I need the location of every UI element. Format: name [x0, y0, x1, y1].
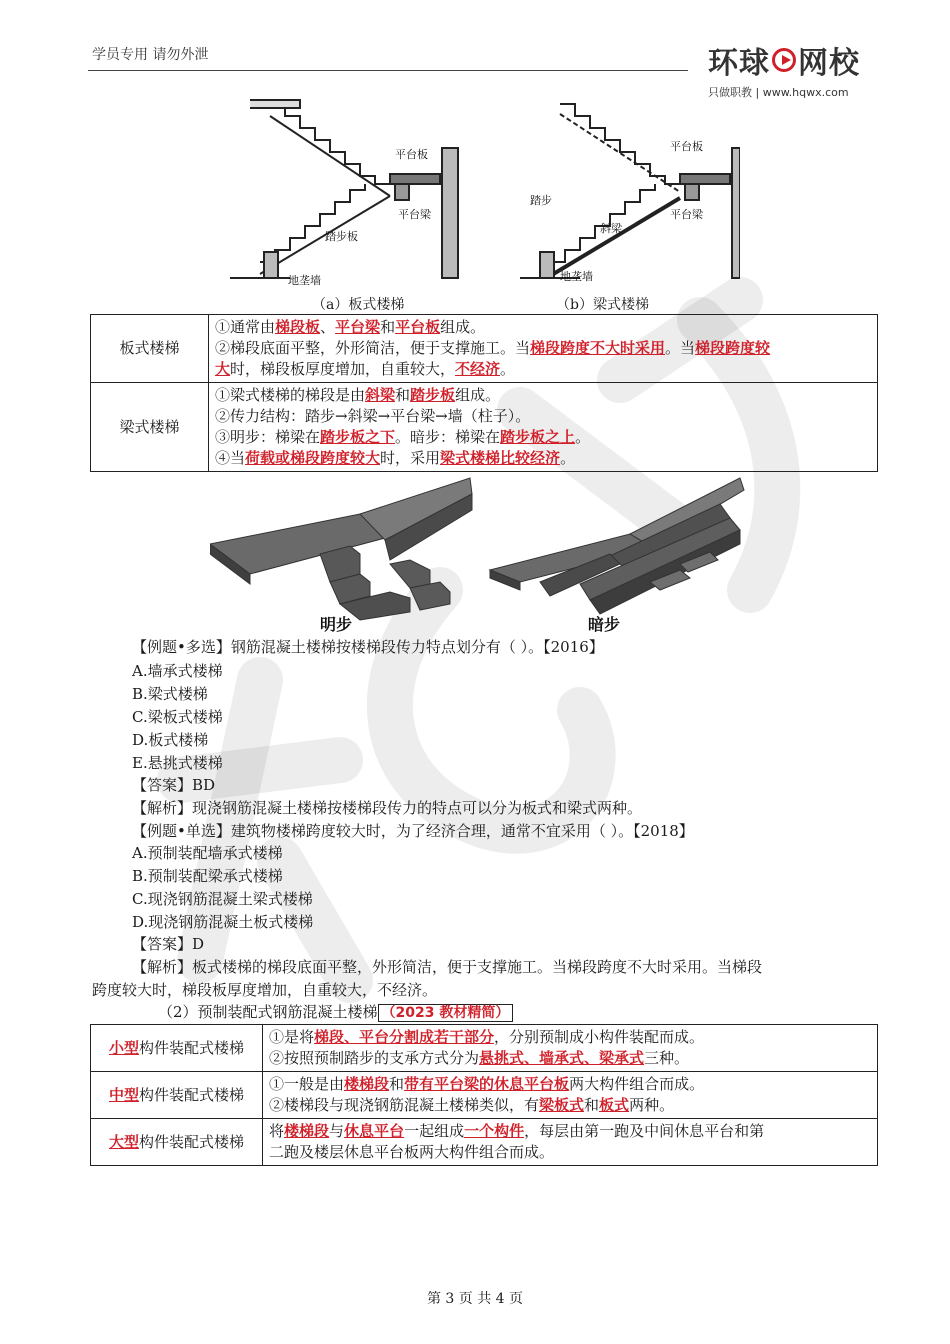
q2-option: B.预制装配梁承式楼梯 — [132, 867, 283, 885]
q1-analysis: 【解析】现浇钢筋混凝土楼梯按楼梯段传力的特点可以分为板式和梁式两种。 — [132, 799, 643, 817]
q1-stem: 【例题•多选】钢筋混凝土楼梯按楼梯段传力特点划分有（ ）。【2016】 — [132, 638, 604, 656]
row-content — [263, 1119, 878, 1166]
row-content — [263, 1025, 878, 1072]
edition-tag: （2023 教材精简） — [378, 1004, 514, 1022]
q2-option: C.现浇钢筋混凝土梁式楼梯 — [132, 890, 313, 908]
beam-platform-slab — [680, 174, 730, 184]
highlight-text: 平台梁 — [335, 318, 381, 336]
section-title-text: （2）预制装配式钢筋混凝土楼梯 — [158, 1003, 378, 1021]
plain-text: 和 — [584, 1096, 600, 1114]
plain-text: 组成。 — [455, 386, 501, 404]
highlight-text: 踏步板 — [410, 386, 456, 404]
q1-option: E.悬挑式楼梯 — [132, 754, 223, 772]
highlight-text: 板式 — [599, 1096, 630, 1114]
highlight-text: 踏步板之下 — [320, 428, 396, 446]
caption-slab-stair: （a）板式楼梯 — [312, 297, 405, 313]
plain-text: 。当 — [665, 339, 696, 357]
left-label-4: 地垄墙 — [288, 275, 321, 287]
play-icon — [772, 48, 796, 72]
highlight-text: 大 — [215, 360, 231, 378]
highlight-text: 斜梁 — [365, 386, 396, 404]
row-content — [209, 315, 878, 383]
highlight-text: 梁式楼梯比较经济 — [440, 449, 561, 467]
row-content — [263, 1072, 878, 1119]
slab-platform-slab — [390, 174, 440, 184]
plain-text: 。 — [575, 428, 591, 446]
slab-platform-beam — [395, 184, 409, 200]
plain-text: 、 — [320, 318, 336, 336]
right-label-2: 平台梁 — [670, 209, 703, 221]
label-open-step: 明步 — [320, 617, 353, 634]
plain-text: 二跑及楼层休息平台板两大构件组合而成。 — [269, 1143, 555, 1161]
content-line — [269, 1027, 871, 1048]
slab-wall — [442, 148, 458, 278]
content-line — [215, 406, 871, 427]
content-line — [215, 427, 871, 448]
highlight-text: 梯段跨度不大时采用 — [530, 339, 666, 357]
slab-ground-wall — [264, 252, 278, 278]
content-line — [269, 1074, 871, 1095]
right-label-5: 地垄墙 — [560, 271, 593, 283]
row-label: 板式楼梯 — [91, 315, 209, 383]
table-row — [91, 1072, 878, 1119]
q2-analysis-line1: 【解析】板式楼梯的梯段底面平整，外形简洁，便于支撑施工。当梯段跨度不大时采用。当梯段 — [132, 958, 763, 976]
header-note: 学员专用 请勿外泄 — [92, 47, 209, 63]
plain-text: 。 — [560, 449, 576, 467]
plain-text: 。暗步：梯梁在 — [395, 428, 501, 446]
row-label-highlight: 大型 — [108, 1132, 139, 1151]
row-label-rest: 构件装配式楼梯 — [139, 1132, 245, 1151]
plain-text: ③明步：梯梁在 — [215, 428, 321, 446]
beam-stair-upper-flight — [560, 104, 680, 184]
q1-option: C.梁板式楼梯 — [132, 708, 223, 726]
row-label — [91, 1072, 263, 1119]
plain-text: 和 — [395, 386, 411, 404]
highlight-text: 梯段、平台分割成若干部分 — [314, 1028, 495, 1046]
table-row — [91, 315, 878, 383]
page-number: 第 3 页 共 4 页 — [426, 1291, 524, 1307]
q1-option: D.板式楼梯 — [132, 731, 209, 749]
highlight-text: 荷载或梯段跨度较大 — [245, 449, 381, 467]
highlight-text: 梯段跨度较 — [695, 339, 771, 357]
row-label-rest: 构件装配式楼梯 — [139, 1038, 245, 1057]
row-label — [91, 1119, 263, 1166]
header-rule — [88, 70, 688, 71]
plain-text: ，分别预制成小构件装配而成。 — [494, 1028, 705, 1046]
plain-text: ④当 — [215, 449, 246, 467]
section-title — [158, 1001, 513, 1025]
row-label-rest: 构件装配式楼梯 — [139, 1085, 245, 1104]
plain-text: ，每层由第一跑及中间休息平台和第 — [524, 1122, 765, 1140]
left-label-3: 踏步板 — [325, 231, 358, 243]
right-label-1: 平台板 — [670, 141, 703, 153]
plain-text: ①一般是由 — [269, 1075, 345, 1093]
highlight-text: 楼梯段 — [344, 1075, 390, 1093]
plain-text: 与 — [329, 1122, 345, 1140]
highlight-text: 梯段板 — [275, 318, 321, 336]
plain-text: ②梯段底面平整，外形简洁，便于支撑施工。当 — [215, 339, 531, 357]
row-label: 梁式楼梯 — [91, 383, 209, 472]
brand-logo — [708, 38, 878, 98]
table-row — [91, 383, 878, 472]
precast-stair-table — [90, 1024, 878, 1166]
step-type-figure — [210, 474, 750, 634]
highlight-text: 踏步板之上 — [500, 428, 576, 446]
highlight-text: 梁板式 — [539, 1096, 585, 1114]
q2-analysis-line2: 跨度较大时，梯段板厚度增加，自重较大，不经济。 — [92, 981, 438, 999]
plain-text: 两种。 — [629, 1096, 675, 1114]
plain-text: ②楼梯段与现浇钢筋混凝土楼梯类似，有 — [269, 1096, 540, 1114]
row-label-highlight: 中型 — [108, 1085, 139, 1104]
caption-beam-stair: （b）梁式楼梯 — [556, 297, 649, 313]
content-line — [269, 1095, 871, 1116]
content-line — [215, 359, 871, 380]
highlight-text: 带有平台梁的休息平台板 — [404, 1075, 570, 1093]
row-content — [209, 383, 878, 472]
plain-text: 。 — [500, 360, 516, 378]
q2-stem: 【例题•单选】建筑物楼梯跨度较大时，为了经济合理，通常不宜采用（ ）。【2018】 — [132, 822, 694, 840]
beam-wall — [732, 148, 740, 278]
left-label-2: 平台梁 — [398, 209, 431, 221]
plain-text: 和 — [380, 318, 396, 336]
plain-text: 组成。 — [440, 318, 486, 336]
q1-option: B.梁式楼梯 — [132, 685, 208, 703]
highlight-text: 楼梯段 — [284, 1122, 330, 1140]
label-hidden-step: 暗步 — [588, 617, 621, 634]
beam-platform-beam — [685, 184, 699, 200]
logo-slogan: 只做职教 | www.hqwx.com — [708, 86, 849, 99]
row-label — [91, 1025, 263, 1072]
beam-ground-wall — [540, 252, 554, 278]
q1-answer: 【答案】BD — [132, 776, 216, 794]
highlight-text: 一个构件 — [464, 1122, 525, 1140]
content-line — [215, 338, 871, 359]
content-line — [269, 1121, 871, 1142]
slab-stair-lower-flight — [260, 184, 365, 262]
content-line — [215, 317, 871, 338]
plain-text: ①通常由 — [215, 318, 276, 336]
logo-text-2: 网校 — [798, 46, 860, 81]
highlight-text: 平台板 — [395, 318, 441, 336]
table-row — [91, 1119, 878, 1166]
table-row — [91, 1025, 878, 1072]
content-line — [269, 1048, 871, 1069]
content-line — [215, 385, 871, 406]
plain-text: 一起组成 — [404, 1122, 465, 1140]
content-line — [269, 1142, 871, 1163]
left-label-1: 平台板 — [395, 149, 428, 161]
content-line — [215, 448, 871, 469]
highlight-text: 休息平台 — [344, 1122, 405, 1140]
plain-text: ②按照预制踏步的支承方式分为 — [269, 1049, 480, 1067]
plain-text: 两大构件组合而成。 — [569, 1075, 705, 1093]
plain-text: 时，采用 — [380, 449, 441, 467]
slab-stair-upper-flight — [270, 104, 390, 184]
stair-type-table — [90, 314, 878, 472]
right-label-4: 斜梁 — [600, 223, 622, 235]
plain-text: 和 — [389, 1075, 405, 1093]
q1-option: A.墙承式楼梯 — [132, 662, 223, 680]
q2-answer: 【答案】D — [132, 935, 205, 953]
plain-text: 将 — [269, 1122, 285, 1140]
right-label-3: 踏步 — [530, 195, 552, 207]
stair-section-figure — [230, 92, 740, 292]
logo-text-1: 环球 — [708, 46, 770, 81]
plain-text: 时，梯段板厚度增加，自重较大， — [230, 360, 456, 378]
plain-text: ①是将 — [269, 1028, 315, 1046]
row-label-highlight: 小型 — [108, 1038, 139, 1057]
plain-text: ②传力结构：踏步→斜梁→平台梁→墙（柱子）。 — [215, 407, 531, 425]
q2-option: D.现浇钢筋混凝土板式楼梯 — [132, 913, 314, 931]
q2-option: A.预制装配墙承式楼梯 — [132, 844, 283, 862]
highlight-text: 悬挑式、墙承式、梁承式 — [479, 1049, 645, 1067]
highlight-text: 不经济 — [455, 360, 501, 378]
plain-text: 三种。 — [644, 1049, 690, 1067]
plain-text: ①梁式楼梯的梯段是由 — [215, 386, 366, 404]
